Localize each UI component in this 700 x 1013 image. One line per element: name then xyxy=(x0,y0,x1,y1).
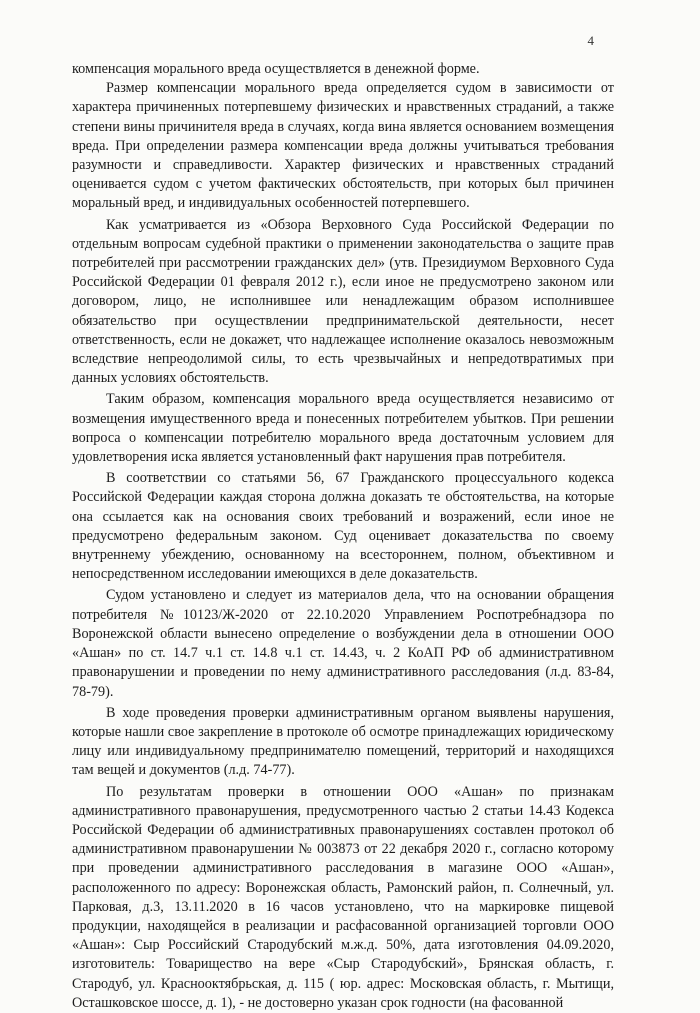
paragraph-8: По результатам проверки в отношении ООО «Ашан» по признакам административного правонарушения, предусмотренного частью 2 статьи 14.43 Кодекса Российской Федерации об административных правонарушениях составлен протокол об административном правонарушении № 003873 от 22 декабря 2020 г., согласно которому при проведении административного расследования в магазине ООО «Ашан», расположенного по адресу: Воронежская область, Рамонский район, п. Солнечный, ул. Парковая, д.3, 13.11.2020 в 16 часов установлено, что на маркировке пищевой продукции, находящейся в реализации и расфасованной организацией торговли ООО «Ашан»: Сыр Российский Стародубский м.ж.д. 50%, дата изготовления 04.09.2020, изготовитель: Товарищество на вере «Сыр Стародубский», Брянская область, г. Стародуб, ул. Краснооктябрьская, д. 115 ( юр. адрес: Московская область, г. Мытищи, Осташковское шоссе, д. 1), - не достоверно указан срок годности (на фасованной xyxy=(72,783,614,1011)
paragraph-2: Размер компенсации морального вреда определяется судом в зависимости от характера причиненных потерпевшему физических и нравственных страданий, а также степени вины причинителя вреда в случаях, когда вина является основанием возмещения вреда. При определении размера компенсации вреда должны учитываться требования разумности и справедливости. Характер физических и нравственных страданий оценивается судом с учетом фактических обстоятельств, при которых был причинен моральный вред, и индивидуальных особенностей потерпевшего. xyxy=(72,80,614,212)
page-number: 4 xyxy=(587,33,594,48)
paragraph-7: В ходе проведения проверки административным органом выявлены нарушения, которые нашли свое закрепление в протоколе об осмотре принадлежащих юридическому лицу или индивидуальному предпринимателю помещений, территорий и находящихся там вещей и документов (л.д. 74-77). xyxy=(72,704,614,779)
paragraph-4: Таким образом, компенсация морального вреда осуществляется независимо от возмещения имущественного вреда и понесенных потребителем убытков. При решении вопроса о компенсации потребителю морального вреда достаточным условием для удовлетворения иска является установленный факт нарушения прав потребителя. xyxy=(72,391,614,466)
document-body xyxy=(72,60,614,1013)
paragraph-1: компенсация морального вреда осуществляется в денежной форме. xyxy=(72,61,480,77)
paragraph-3: Как усматривается из «Обзора Верховного Суда Российской Федерации по отдельным вопросам судебной практики о применении законодательства о защите прав потребителей при рассмотрении гражданских дел» (утв. Президиумом Верховного Суда Российской Федерации 01 февраля 2012 г.), если иное не предусмотрено законом или договором, лицо, не исполнившее или ненадлежащим образом исполнившее обязательство при осуществлении предпринимательской деятельности, несет ответственность, если не докажет, что надлежащее исполнение оказалось невозможным вследствие непреодолимой силы, то есть чрезвычайных и непредотвратимых при данных условиях обстоятельств. xyxy=(72,216,614,387)
paragraph-5: В соответствии со статьями 56, 67 Гражданского процессуального кодекса Российской Федерации каждая сторона должна доказать те обстоятельства, на которые она ссылается как на основания своих требований и возражений, если иное не предусмотрено федеральным законом. Суд оценивает доказательства по своему внутреннему убеждению, основанному на всестороннем, полном, объективном и непосредственном исследовании имеющихся в деле доказательств. xyxy=(72,470,614,583)
paragraph-6: Судом установлено и следует из материалов дела, что на основании обращения потребителя №10123/Ж-2020 от 22.10.2020 Управлением Роспотребнадзора по Воронежской области вынесено определение о возбуждении дела в отношении ООО «Ашан» по ст. 14.7 ч.1 ст. 14.8 ч.1 ст. 14.43, ч. 2 КоАП РФ об административном правонарушении и проведении по нему административного расследования (л.д. 83-84, 78-79). xyxy=(72,587,614,700)
